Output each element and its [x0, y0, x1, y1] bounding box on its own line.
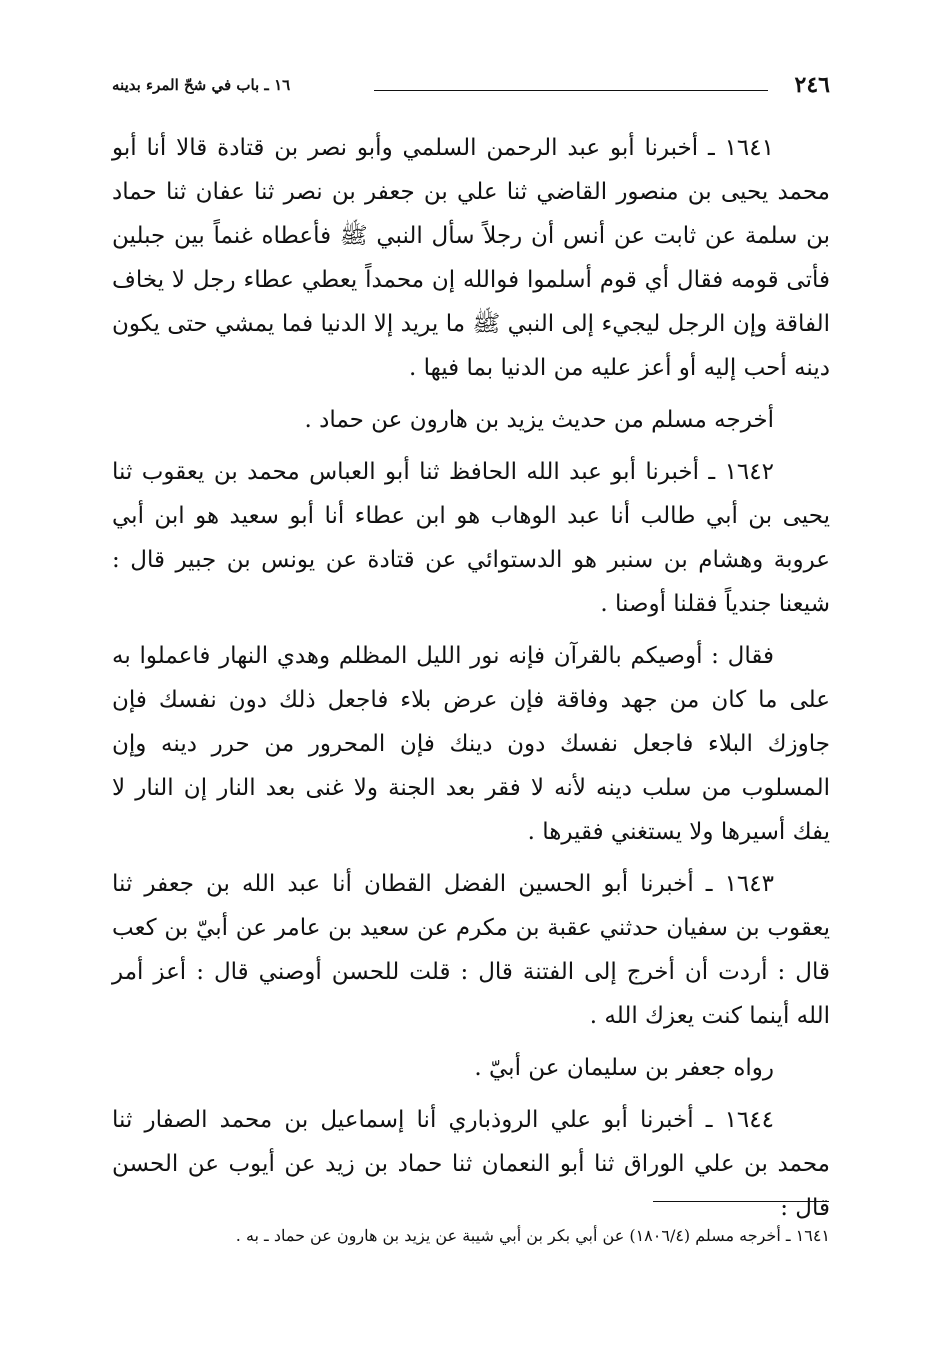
hadith-1642-continuation: فقال : أوصيكم بالقرآن فإنه نور الليل المظلم وهدي النهار فاعملوا به على ما كان من جهد وفاقة فإن عرض بلاء فاجعل ذلك دون نفسك فإن جاوزك البلاء فاجعل نفسك دون دينك فإن المحرور من حرر دينه وإن المسلوب من سلب دينه لأنه لا فقر بعد الجنة ولا غنى بعد النار إن النار لا يفك أسيرها ولا يستغني فقيرها .	[112, 643, 830, 845]
hadith-1641: ١٦٤١ ـ أخبرنا أبو عبد الرحمن السلمي وأبو نصر بن قتادة قالا أنا أبو محمد يحيى بن منصور القاضي ثنا علي بن جعفر بن نصر ثنا عفان ثنا حماد بن سلمة عن ثابت عن أنس أن رجلاً سأل النبي ﷺ فأعطاه غنماً بين جبلين فأتى قومه فقال أي قوم أسلموا فوالله إن محمداً يعطي عطاء رجل لا يخاف الفاقة وإن الرجل ليجيء إلى النبي ﷺ ما يريد إلا الدنيا فما يمشي حتى يكون دينه أحب إليه أو أعز عليه من الدنيا بما فيها .	[112, 135, 830, 381]
footnote-divider	[653, 1201, 829, 1202]
running-header	[112, 70, 830, 104]
footnote: ١٦٤١ ـ أخرجه مسلم (١٨٠٦/٤) عن أبي بكر بن أبي شيبة عن يزيد بن هارون عن حماد ـ به .	[235, 1226, 830, 1245]
hadith-1644: ١٦٤٤ ـ أخبرنا أبو علي الروذباري أنا إسماعيل بن محمد الصفار ثنا محمد بن علي الوراق ثنا أبو النعمان ثنا حماد بن زيد عن أيوب عن الحسن قال :	[112, 1107, 830, 1221]
hadith-1643: ١٦٤٣ ـ أخبرنا أبو الحسين الفضل القطان أنا عبد الله بن جعفر ثنا يعقوب بن سفيان حدثني عقبة بن مكرم عن سعيد بن عامر عن أبيّ بن كعب قال : أردت أن أخرج إلى الفتنة قال : قلت للحسن أوصني قال : أعز أمر الله أينما كنت يعزك الله .	[112, 871, 830, 1029]
hadith-1642: ١٦٤٢ ـ أخبرنا أبو عبد الله الحافظ ثنا أبو العباس محمد بن يعقوب ثنا يحيى بن أبي طالب أنا عبد الوهاب هو ابن عطاء أنا أبو سعيد هو ابن أبي عروبة وهشام بن سنبر هو الدستوائي عن قتادة عن يونس بن جبير قال : شيعنا جندياً فقلنا أوصنا .	[112, 459, 830, 617]
chapter-title: ١٦ ـ باب في شحّ المرء بدينه	[112, 76, 291, 94]
takhrij-1641: أخرجه مسلم من حديث يزيد بن هارون عن حماد .	[304, 407, 774, 433]
header-divider	[374, 90, 768, 91]
takhrij-1643: رواه جعفر بن سليمان عن أبيّ .	[474, 1055, 774, 1081]
main-text	[112, 126, 830, 1238]
page-number: ٢٤٦	[794, 72, 830, 98]
